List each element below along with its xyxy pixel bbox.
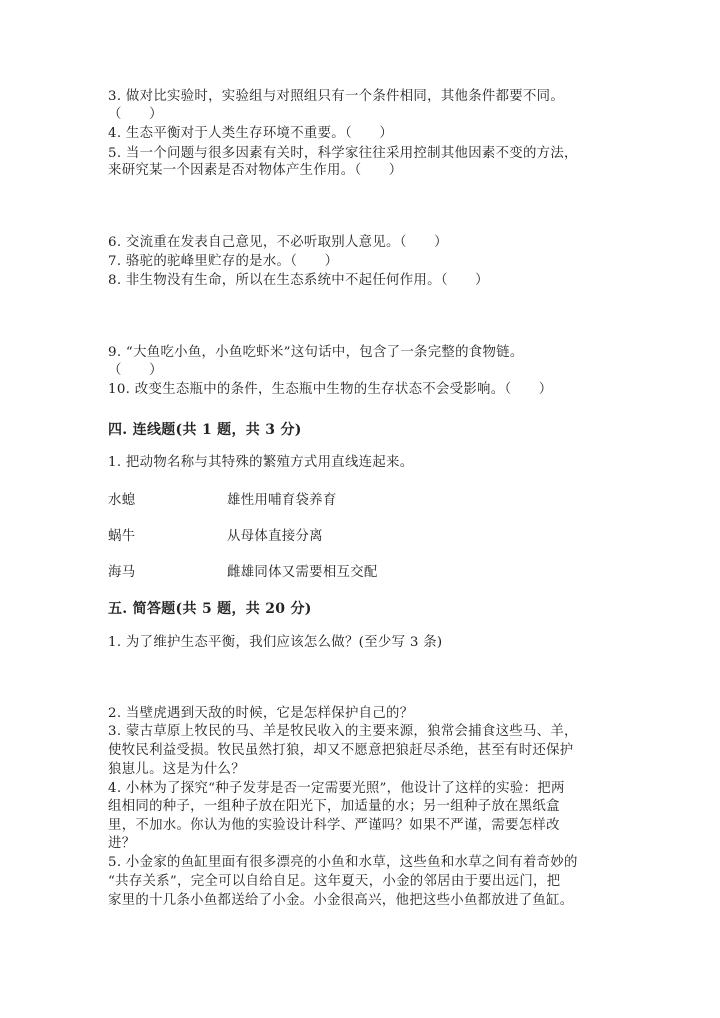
match-left-item: 水螅	[108, 493, 136, 508]
question-5-line-1: 5. 当一个问题与很多因素有关时，科学家往往采用控制其他因素不变的方法，	[108, 146, 578, 161]
short-answer-question-5-line-1: 5. 小金家的鱼缸里面有很多漂亮的小鱼和水草，这些鱼和水草之间有着奇妙的	[108, 855, 578, 870]
short-answer-question-3-line-2: 使牧民利益受损。牧民虽然打狼，却又不愿意把狼赶尽杀绝，甚至有时还保护	[108, 743, 574, 758]
question-3-line-1: 3. 做对比实验时，实验组与对照组只有一个条件相同，其他条件都要不同。	[108, 89, 565, 104]
question-9-line-1: 9. “大鱼吃小鱼，小鱼吃虾米”这句话中，包含了一条完整的食物链。	[108, 345, 524, 360]
short-answer-question-4-line-2: 组相同的种子，一组种子放在阳光下，加适量的水；另一组种子放在黑纸盒	[108, 799, 560, 814]
match-right-item: 雄性用哺育袋养育	[227, 493, 337, 508]
question-4: 4. 生态平衡对于人类生存环境不重要。（ ）	[108, 126, 394, 141]
question-3-answer-blank: （ ）	[108, 107, 163, 122]
section-4-question-1: 1. 把动物名称与其特殊的繁殖方式用直线连起来。	[108, 455, 414, 470]
question-10: 10. 改变生态瓶中的条件，生态瓶中生物的生存状态不会受影响。（ ）	[108, 382, 553, 397]
question-7: 7. 骆驼的驼峰里贮存的是水。（ ）	[108, 254, 339, 269]
question-6: 6. 交流重在发表自己意见，不必听取别人意见。（ ）	[108, 235, 448, 250]
match-right-item: 雌雄同体又需要相互交配	[227, 565, 378, 580]
match-right-item: 从母体直接分离	[227, 529, 323, 544]
short-answer-question-5-line-2: “共存关系”，完全可以自给自足。这年夏天，小金的邻居由于要出远门，把	[108, 874, 561, 889]
section-4-title: 四. 连线题(共 1 题，共 3 分)	[108, 422, 302, 438]
short-answer-question-4-line-3: 里，不加水。你认为他的实验设计科学、严谨吗？如果不严谨，需要怎样改	[108, 818, 560, 833]
match-left-item: 蜗牛	[108, 529, 136, 544]
short-answer-question-3-line-1: 3. 蒙古草原上牧民的马、羊是牧民收入的主要来源，狼常会捕食这些马、羊，	[108, 724, 578, 739]
question-8: 8. 非生物没有生命，所以在生态系统中不起任何作用。（ ）	[108, 273, 489, 288]
short-answer-question-4-line-4: 进？	[108, 836, 136, 851]
short-answer-question-4-line-1: 4. 小林为了探究“种子发芽是否一定需要光照”，他设计了这样的实验：把两	[108, 781, 565, 796]
match-left-item: 海马	[108, 565, 136, 580]
short-answer-question-1: 1. 为了维护生态平衡，我们应该怎么做？(至少写 3 条)	[108, 635, 443, 650]
short-answer-question-5-line-3: 家里的十几条小鱼都送给了小金。小金很高兴，他把这些小鱼都放进了鱼缸。	[108, 893, 574, 908]
question-5-line-2: 来研究某一个因素是否对物体产生作用。（ ）	[108, 163, 403, 178]
question-9-answer-blank: （ ）	[108, 363, 163, 378]
short-answer-question-2: 2. 当壁虎遇到天敌的时候，它是怎样保护自己的？	[108, 706, 414, 721]
section-5-title: 五. 简答题(共 5 题，共 20 分)	[108, 601, 312, 617]
short-answer-question-3-line-3: 狼崽儿。这是为什么？	[108, 762, 245, 777]
